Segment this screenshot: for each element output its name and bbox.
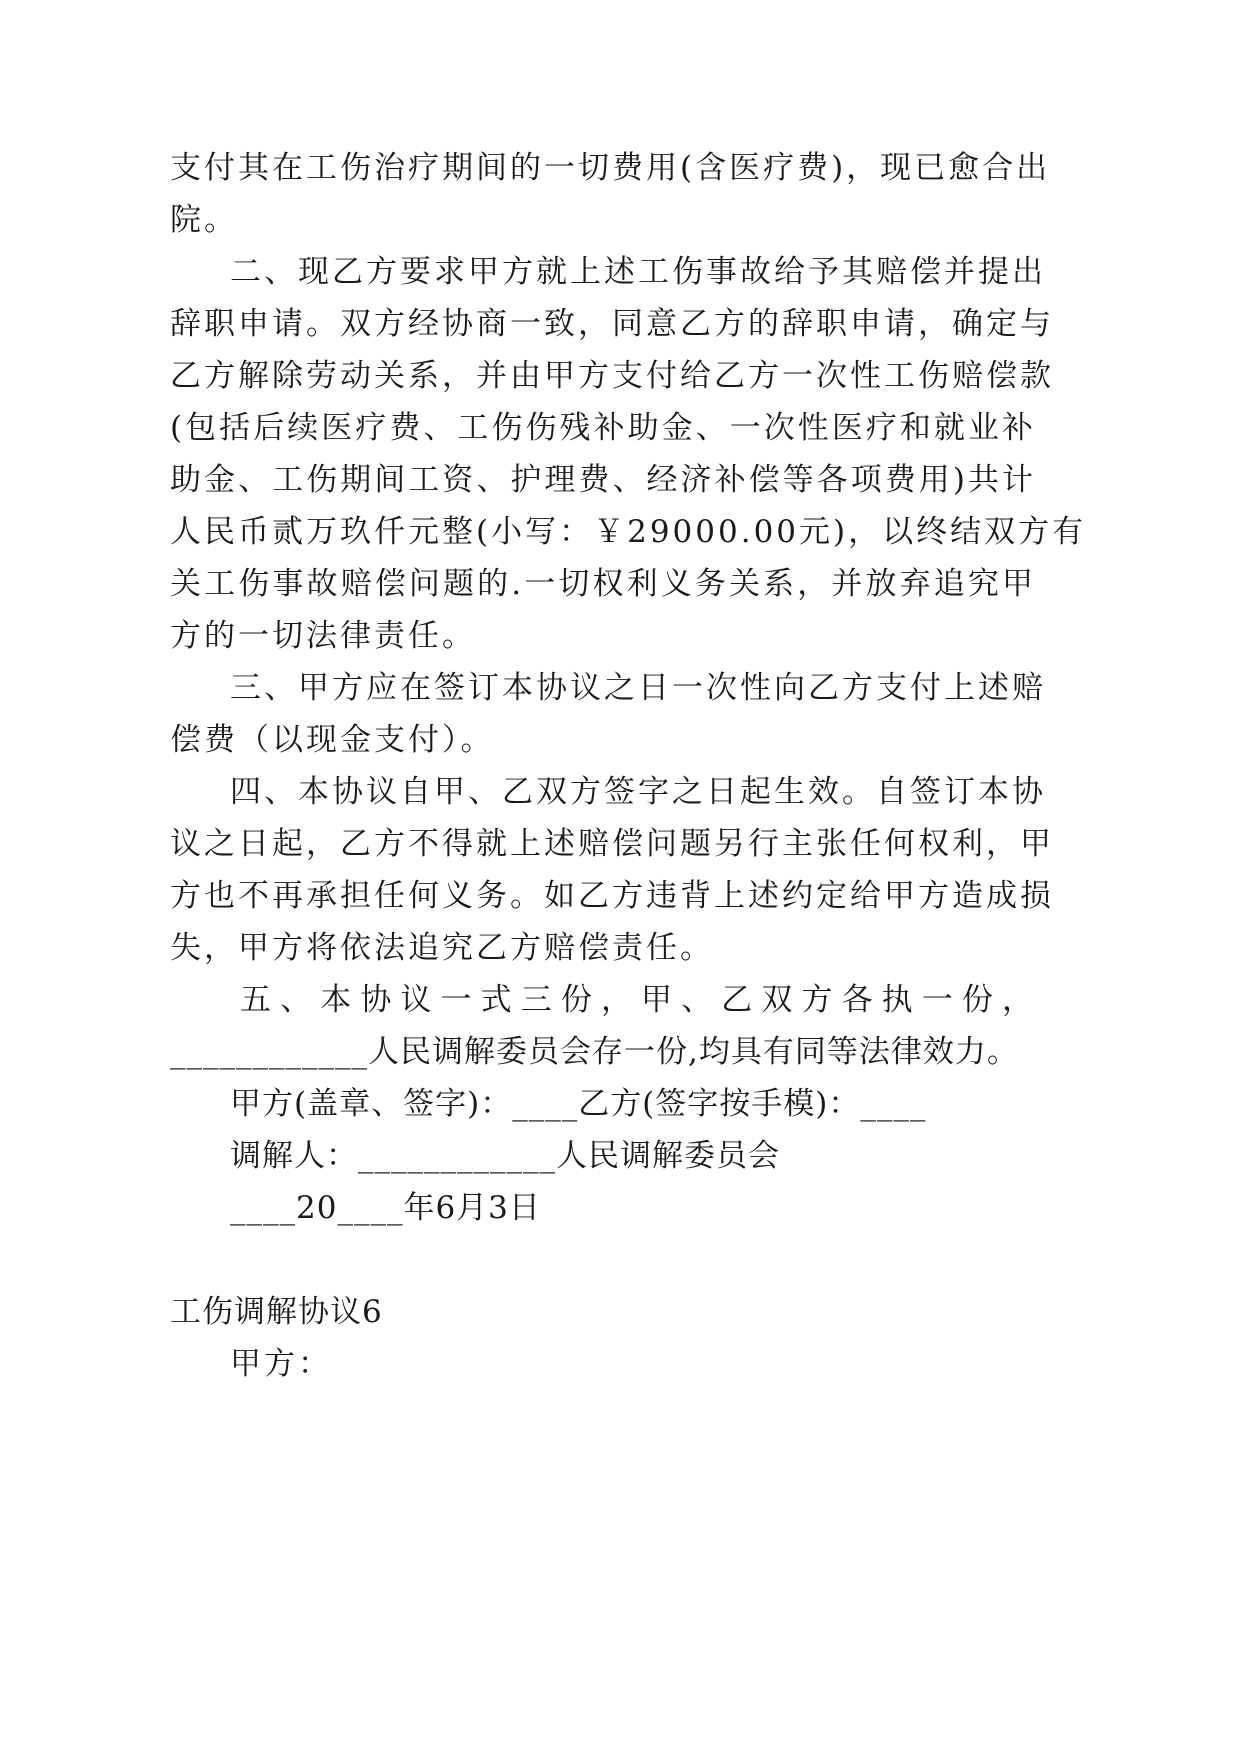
paragraph-line: 议之日起，乙方不得就上述赔偿问题另行主张任何权利，甲: [170, 826, 1054, 862]
paragraph-line: (包括后续医疗费、工伤伤残补助金、一次性医疗和就业补: [170, 410, 1036, 446]
party-a-label: 甲方：: [230, 1346, 332, 1382]
signature-line-parties: 甲方(盖章、签字)：____乙方(签字按手模)：____: [230, 1086, 927, 1122]
paragraph-line: 助金、工伤期间工资、护理费、经济补偿等各项费用)共计: [170, 462, 1036, 498]
paragraph-line: 失，甲方将依法追究乙方赔偿责任。: [170, 930, 714, 966]
signature-line-mediator: 调解人：____________人民调解委员会: [230, 1138, 780, 1174]
paragraph-line: 方也不再承担任何义务。如乙方违背上述约定给甲方造成损: [170, 878, 1054, 914]
paragraph-line: 人民币贰万玖仟元整(小写：￥29000.00元)，以终结双方有: [170, 514, 1087, 550]
paragraph-line: ____________人民调解委员会存一份,均具有同等法律效力。: [170, 1034, 1019, 1070]
paragraph-line: 偿费（以现金支付）。: [170, 722, 495, 758]
clause-three-start: 三、甲方应在签订本协议之日一次性向乙方支付上述赔: [230, 670, 1046, 706]
paragraph-line: 关工伤事故赔偿问题的.一切权利义务关系，并放弃追究甲: [170, 566, 1036, 602]
paragraph-line: 支付其在工伤治疗期间的一切费用(含医疗费)，现已愈合出: [170, 150, 1051, 186]
paragraph-line: 辞职申请。双方经协商一致，同意乙方的辞职申请，确定与: [170, 306, 1054, 342]
clause-four-start: 四、本协议自甲、乙双方签字之日起生效。自签订本协: [230, 774, 1046, 810]
paragraph-line: 乙方解除劳动关系，并由甲方支付给乙方一次性工伤赔偿款: [170, 358, 1054, 394]
paragraph-line: 方的一切法律责任。: [170, 618, 476, 654]
section-title: 工伤调解协议6: [170, 1294, 383, 1330]
clause-two-start: 二、现乙方要求甲方就上述工伤事故给予其赔偿并提出: [230, 254, 1046, 290]
date-line: ____20____年6月3日: [230, 1190, 541, 1226]
paragraph-line: 院。: [170, 202, 238, 238]
clause-five-start: 五、本协议一式三份，甲、乙双方各执一份，: [240, 982, 1036, 1018]
